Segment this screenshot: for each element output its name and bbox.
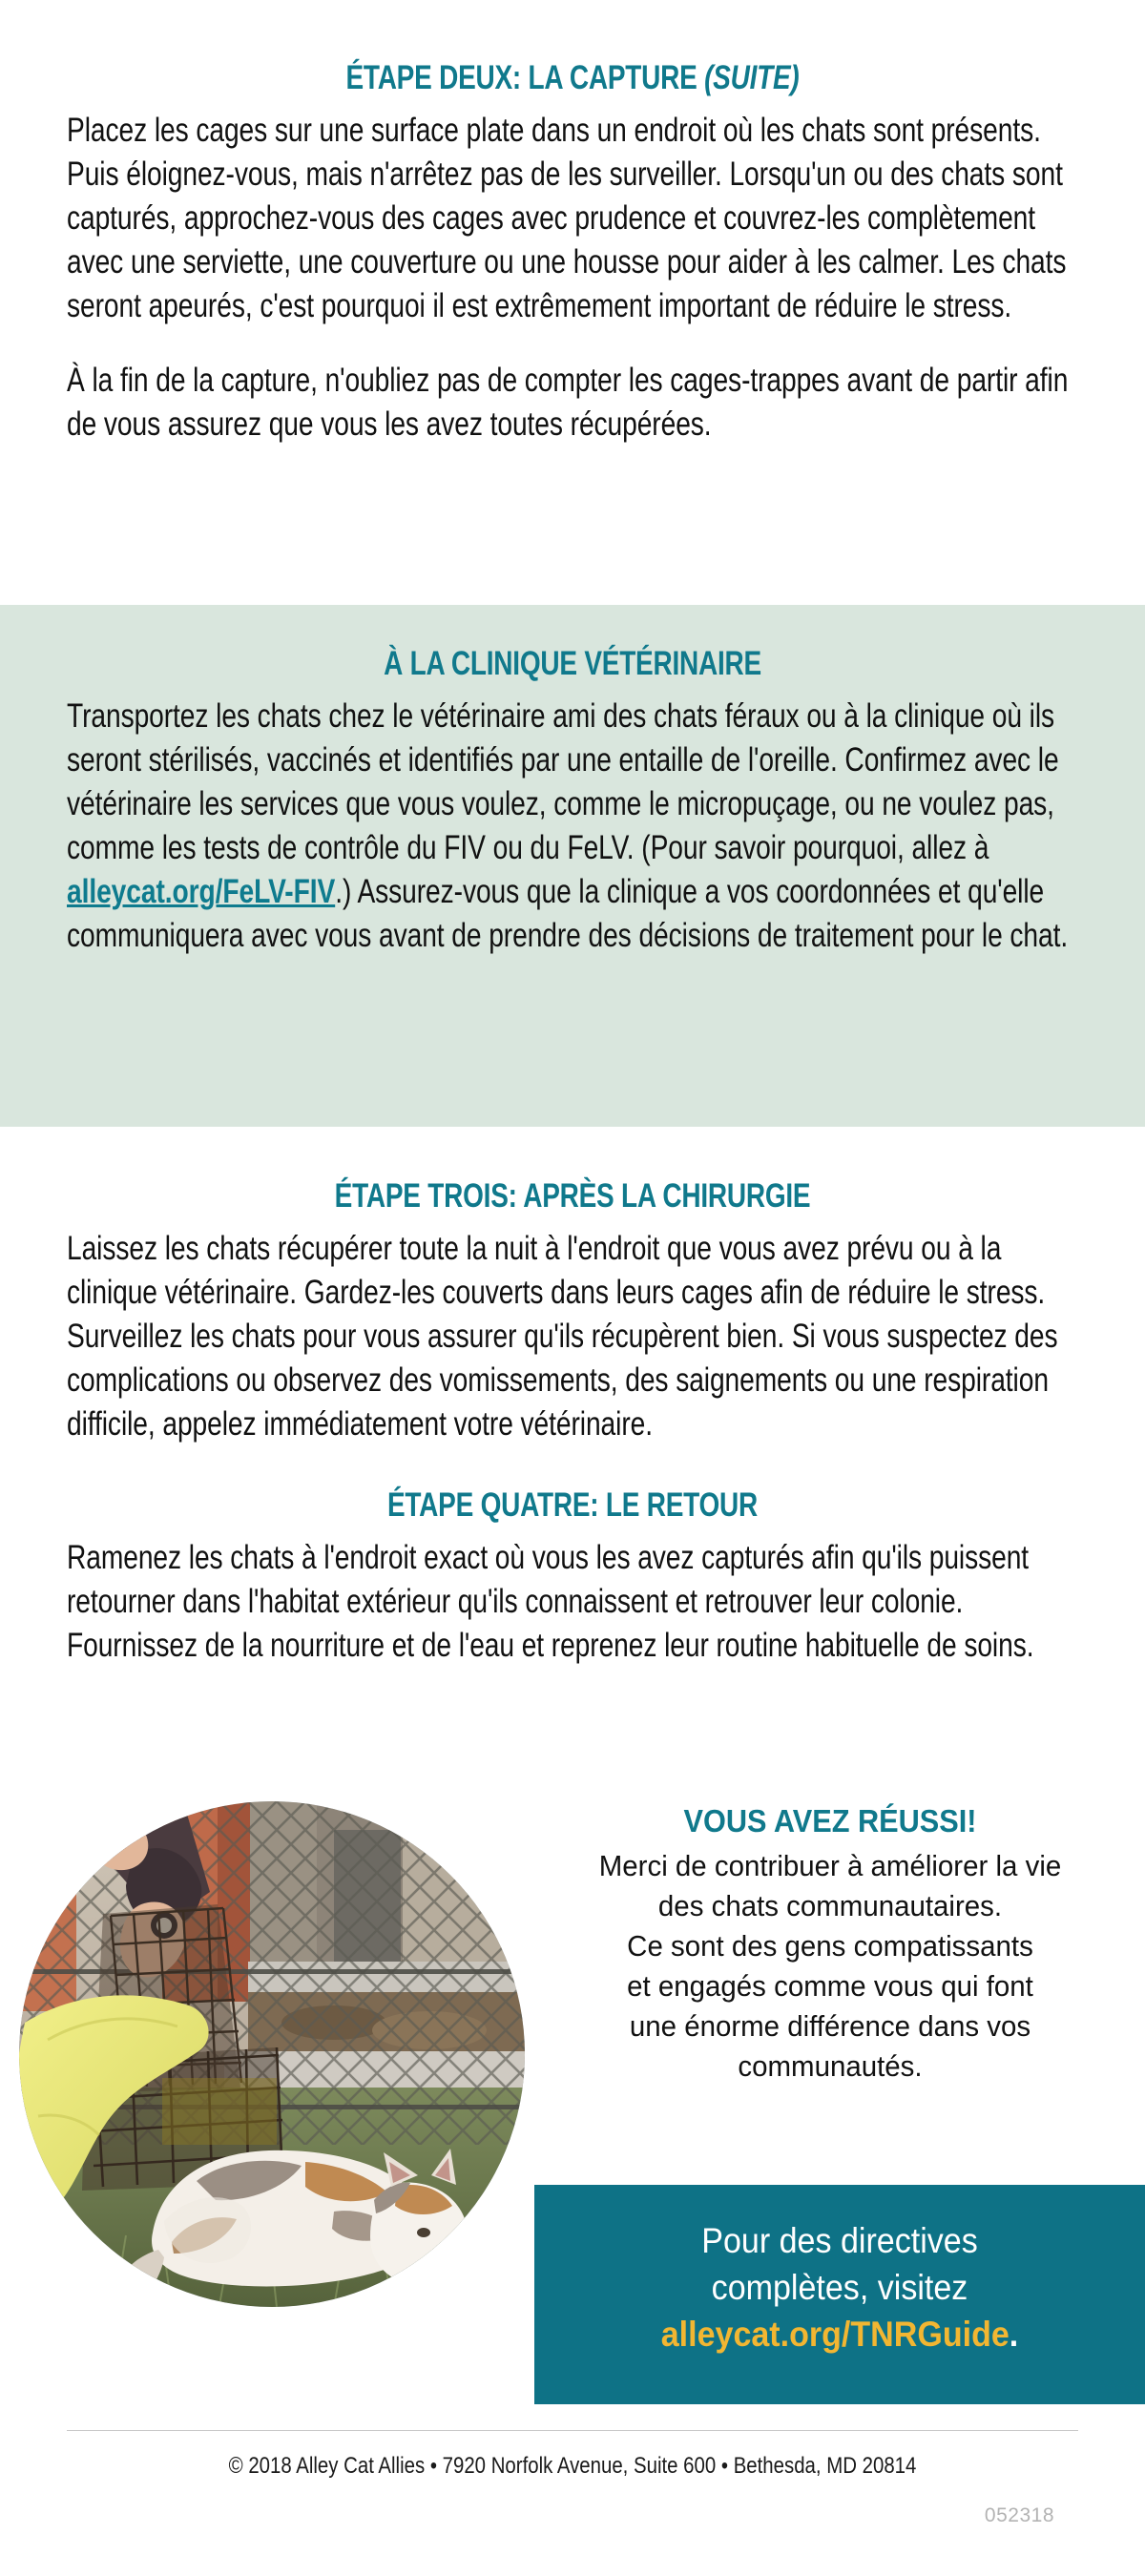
clinique-text-after-link: .) Assurez-vous que la clinique a vos coordonnées et qu'elle communiquera avec vous avant de prendre des décisions de traitement pour le chat. [67, 873, 1069, 954]
success-line-4: et engagés comme vous qui font [627, 1969, 1033, 2003]
success-line-3: Ce sont des gens compatissants [627, 1929, 1033, 1963]
cta-url-row [559, 2311, 1121, 2358]
success-block [534, 1803, 1126, 2087]
photo-illustration [19, 1801, 525, 2307]
etape-deux-paragraph-2: À la fin de la capture, n'oubliez pas de compter les cages-trappes avant de partir afin de vous assurez que vous les avez toutes récupérées. [67, 362, 1069, 443]
felv-fiv-link[interactable]: alleycat.org/FeLV-FIV [67, 873, 336, 910]
footer-divider [67, 2430, 1078, 2431]
section-heading-etape-quatre: ÉTAPE QUATRE: LE RETOUR [386, 1486, 759, 1524]
success-line-2: des chats communautaires. [657, 1889, 1003, 1922]
heading-suite-text: (SUITE) [704, 59, 800, 96]
section-etape-trois [0, 1127, 1145, 1668]
section-heading-etape-deux [168, 59, 977, 97]
heading-main-text: ÉTAPE DEUX: LA CAPTURE [345, 59, 705, 96]
cta-box [534, 2185, 1145, 2404]
footer-copyright: © 2018 Alley Cat Allies • 7920 Norfolk Avenue, Suite 600 • Bethesda, MD 20814 [228, 2453, 917, 2479]
success-heading: VOUS AVEZ RÉUSSI! [683, 1803, 977, 1839]
success-line-1: Merci de contribuer à améliorer la vie [598, 1849, 1062, 1882]
clinique-paragraph [67, 695, 1076, 958]
etape-quatre-paragraph: Ramenez les chats à l'endroit exact où vous les avez capturés afin qu'ils puissent retourner dans l'habitat extérieur qu'ils connaissent et retrouver leur colonie. Fournissez de la nourriture et de l'eau et reprenez leur routine habituelle de soins. [67, 1539, 1034, 1664]
etape-deux-paragraph-1: Placez les cages sur une surface plate dans un endroit où les chats sont présents. Puis éloignez-vous, mais n'arrêtez pas de les surveiller. Lorsqu'un ou des chats sont capturés, approchez-vous des cages avec prudence et couvrez-les complètement avec une serviette, une couverture ou une housse pour aider à les calmer. Les chats seront apeurés, c'est pourquoi il est extrêmement important de réduire le stress. [67, 112, 1067, 324]
photo-cat-release [19, 1801, 525, 2307]
section-heading-etape-trois: ÉTAPE TROIS: APRÈS LA CHIRURGIE [334, 1177, 811, 1215]
section-etape-quatre [67, 1486, 1078, 1668]
etape-trois-paragraph: Laissez les chats récupérer toute la nuit à l'endroit que vous avez prévu ou à la clinique vétérinaire. Gardez-les couverts dans leurs cages afin de réduire le stress. Surveillez les chats pour vous assurer qu'ils récupèrent bien. Si vous suspectez des complications ou observez des vomissements, des saignements ou une respiration difficile, appelez immédiatement votre vétérinaire. [67, 1230, 1058, 1443]
tnr-guide-link[interactable]: alleycat.org/TNRGuide [660, 2315, 1010, 2354]
cta-line-2: complètes, visitez [711, 2268, 968, 2307]
cta-line-1: Pour des directives [701, 2221, 978, 2260]
section-clinique-veterinaire [0, 605, 1145, 1127]
cta-url-period: . [1009, 2315, 1019, 2354]
revision-code: 052318 [984, 2504, 1054, 2526]
clinique-text-before-link: Transportez les chats chez le vétérinaire ami des chats féraux ou à la clinique où ils seront stérilisés, vaccinés et identifiés par une entaille de l'oreille. Confirmez avec le vétérinaire les services que vous voulez, comme le micropuçage, ou ne voulez pas, comme les tests de contrôle du FIV ou du FeLV. (Pour savoir pourquoi, allez à [67, 697, 1059, 866]
success-line-6: communautés. [738, 2049, 923, 2083]
section-heading-clinique: À LA CLINIQUE VÉTÉRINAIRE [384, 645, 761, 682]
section-etape-deux [0, 0, 1145, 605]
success-line-5: une énorme différence dans vos [629, 2009, 1031, 2043]
success-body [550, 1846, 1112, 2087]
